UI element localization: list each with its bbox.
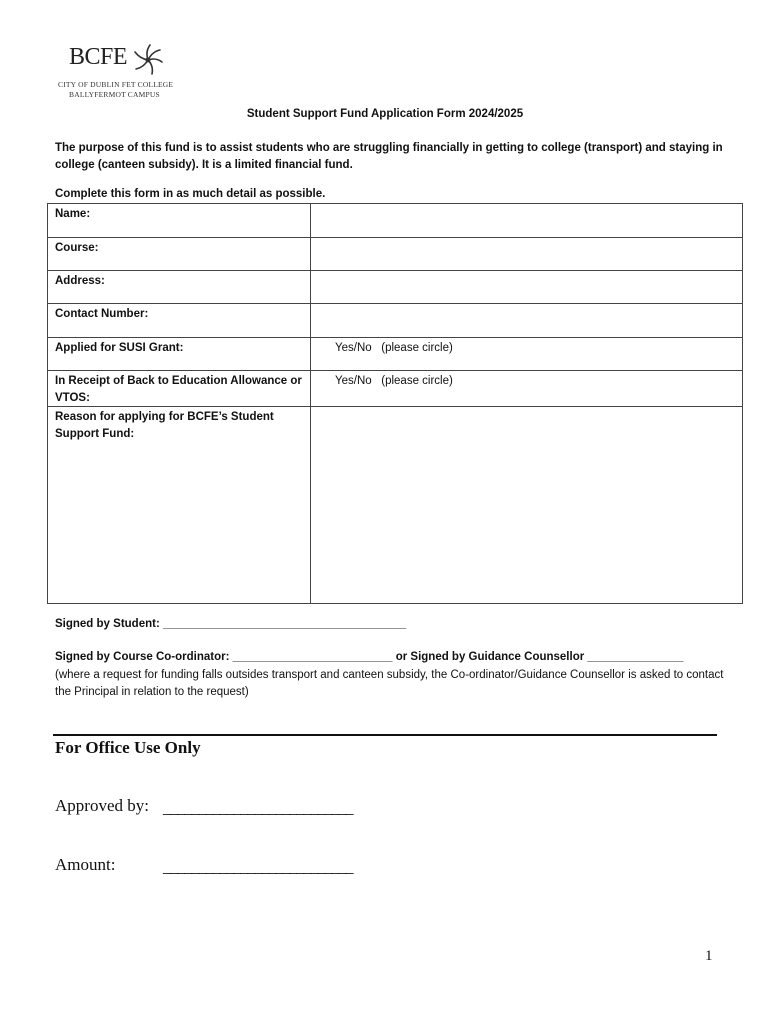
susi-grant-label: Applied for SUSI Grant: xyxy=(48,338,311,371)
college-logo xyxy=(57,42,177,102)
approved-by-label: Approved by: xyxy=(55,796,149,815)
logo-wordmark: BCFE xyxy=(69,44,128,70)
form-title: Student Support Fund Application Form 2024/2025 xyxy=(246,108,524,120)
reason-field[interactable] xyxy=(311,407,743,604)
name-label: Name: xyxy=(48,204,311,238)
signed-by-coordinator-line[interactable]: Signed by Course Co-ordinator: _________________________ or Signed by Guidance Counsellor _______________ xyxy=(55,651,684,663)
form-row-course xyxy=(48,238,743,271)
office-use-heading: For Office Use Only xyxy=(55,738,201,757)
approved-by-field[interactable]: ___________________________ xyxy=(163,798,352,817)
amount-label: Amount: xyxy=(55,855,116,874)
contact-number-field[interactable] xyxy=(311,304,743,338)
reason-label: Reason for applying for BCFE’s Student Support Fund: xyxy=(48,407,311,604)
form-row-bta xyxy=(48,371,743,407)
course-label: Course: xyxy=(48,238,311,271)
name-field[interactable] xyxy=(311,204,743,238)
bta-vtos-field[interactable]: Yes/No (please circle) xyxy=(311,371,743,407)
purpose-paragraph: The purpose of this fund is to assist students who are struggling financially in getting to college (transport) and staying in college (canteen subsidy). It is a limited financial fund. xyxy=(55,142,723,171)
instruction-text: Complete this form in as much detail as possible. xyxy=(55,188,326,200)
address-label: Address: xyxy=(48,271,311,304)
susi-grant-field[interactable]: Yes/No (please circle) xyxy=(311,338,743,371)
course-field[interactable] xyxy=(311,238,743,271)
form-row-address xyxy=(48,271,743,304)
section-divider xyxy=(53,734,717,736)
page-number: 1 xyxy=(705,948,713,964)
address-field[interactable] xyxy=(311,271,743,304)
application-form-table xyxy=(47,203,743,604)
form-row-contact xyxy=(48,304,743,338)
logo-subtitle-college: CITY OF DUBLIN FET COLLEGE xyxy=(58,80,174,89)
form-row-reason xyxy=(48,407,743,604)
logo-subtitle-campus: BALLYFERMOT CAMPUS xyxy=(69,90,160,99)
form-row-susi xyxy=(48,338,743,371)
swirl-logo-icon xyxy=(133,44,163,76)
contact-number-label: Contact Number: xyxy=(48,304,311,338)
funding-note: (where a request for funding falls outsides transport and canteen subsidy, the Co-ordinator/Guidance Counsellor is asked to contact the Principal in relation to the request) xyxy=(55,669,724,698)
form-row-name xyxy=(48,204,743,238)
amount-field[interactable]: ___________________________ xyxy=(163,857,352,876)
signed-by-student-line[interactable]: Signed by Student: ______________________________________ xyxy=(55,618,407,630)
bta-vtos-label: In Receipt of Back to Education Allowance or VTOS: xyxy=(48,371,311,407)
